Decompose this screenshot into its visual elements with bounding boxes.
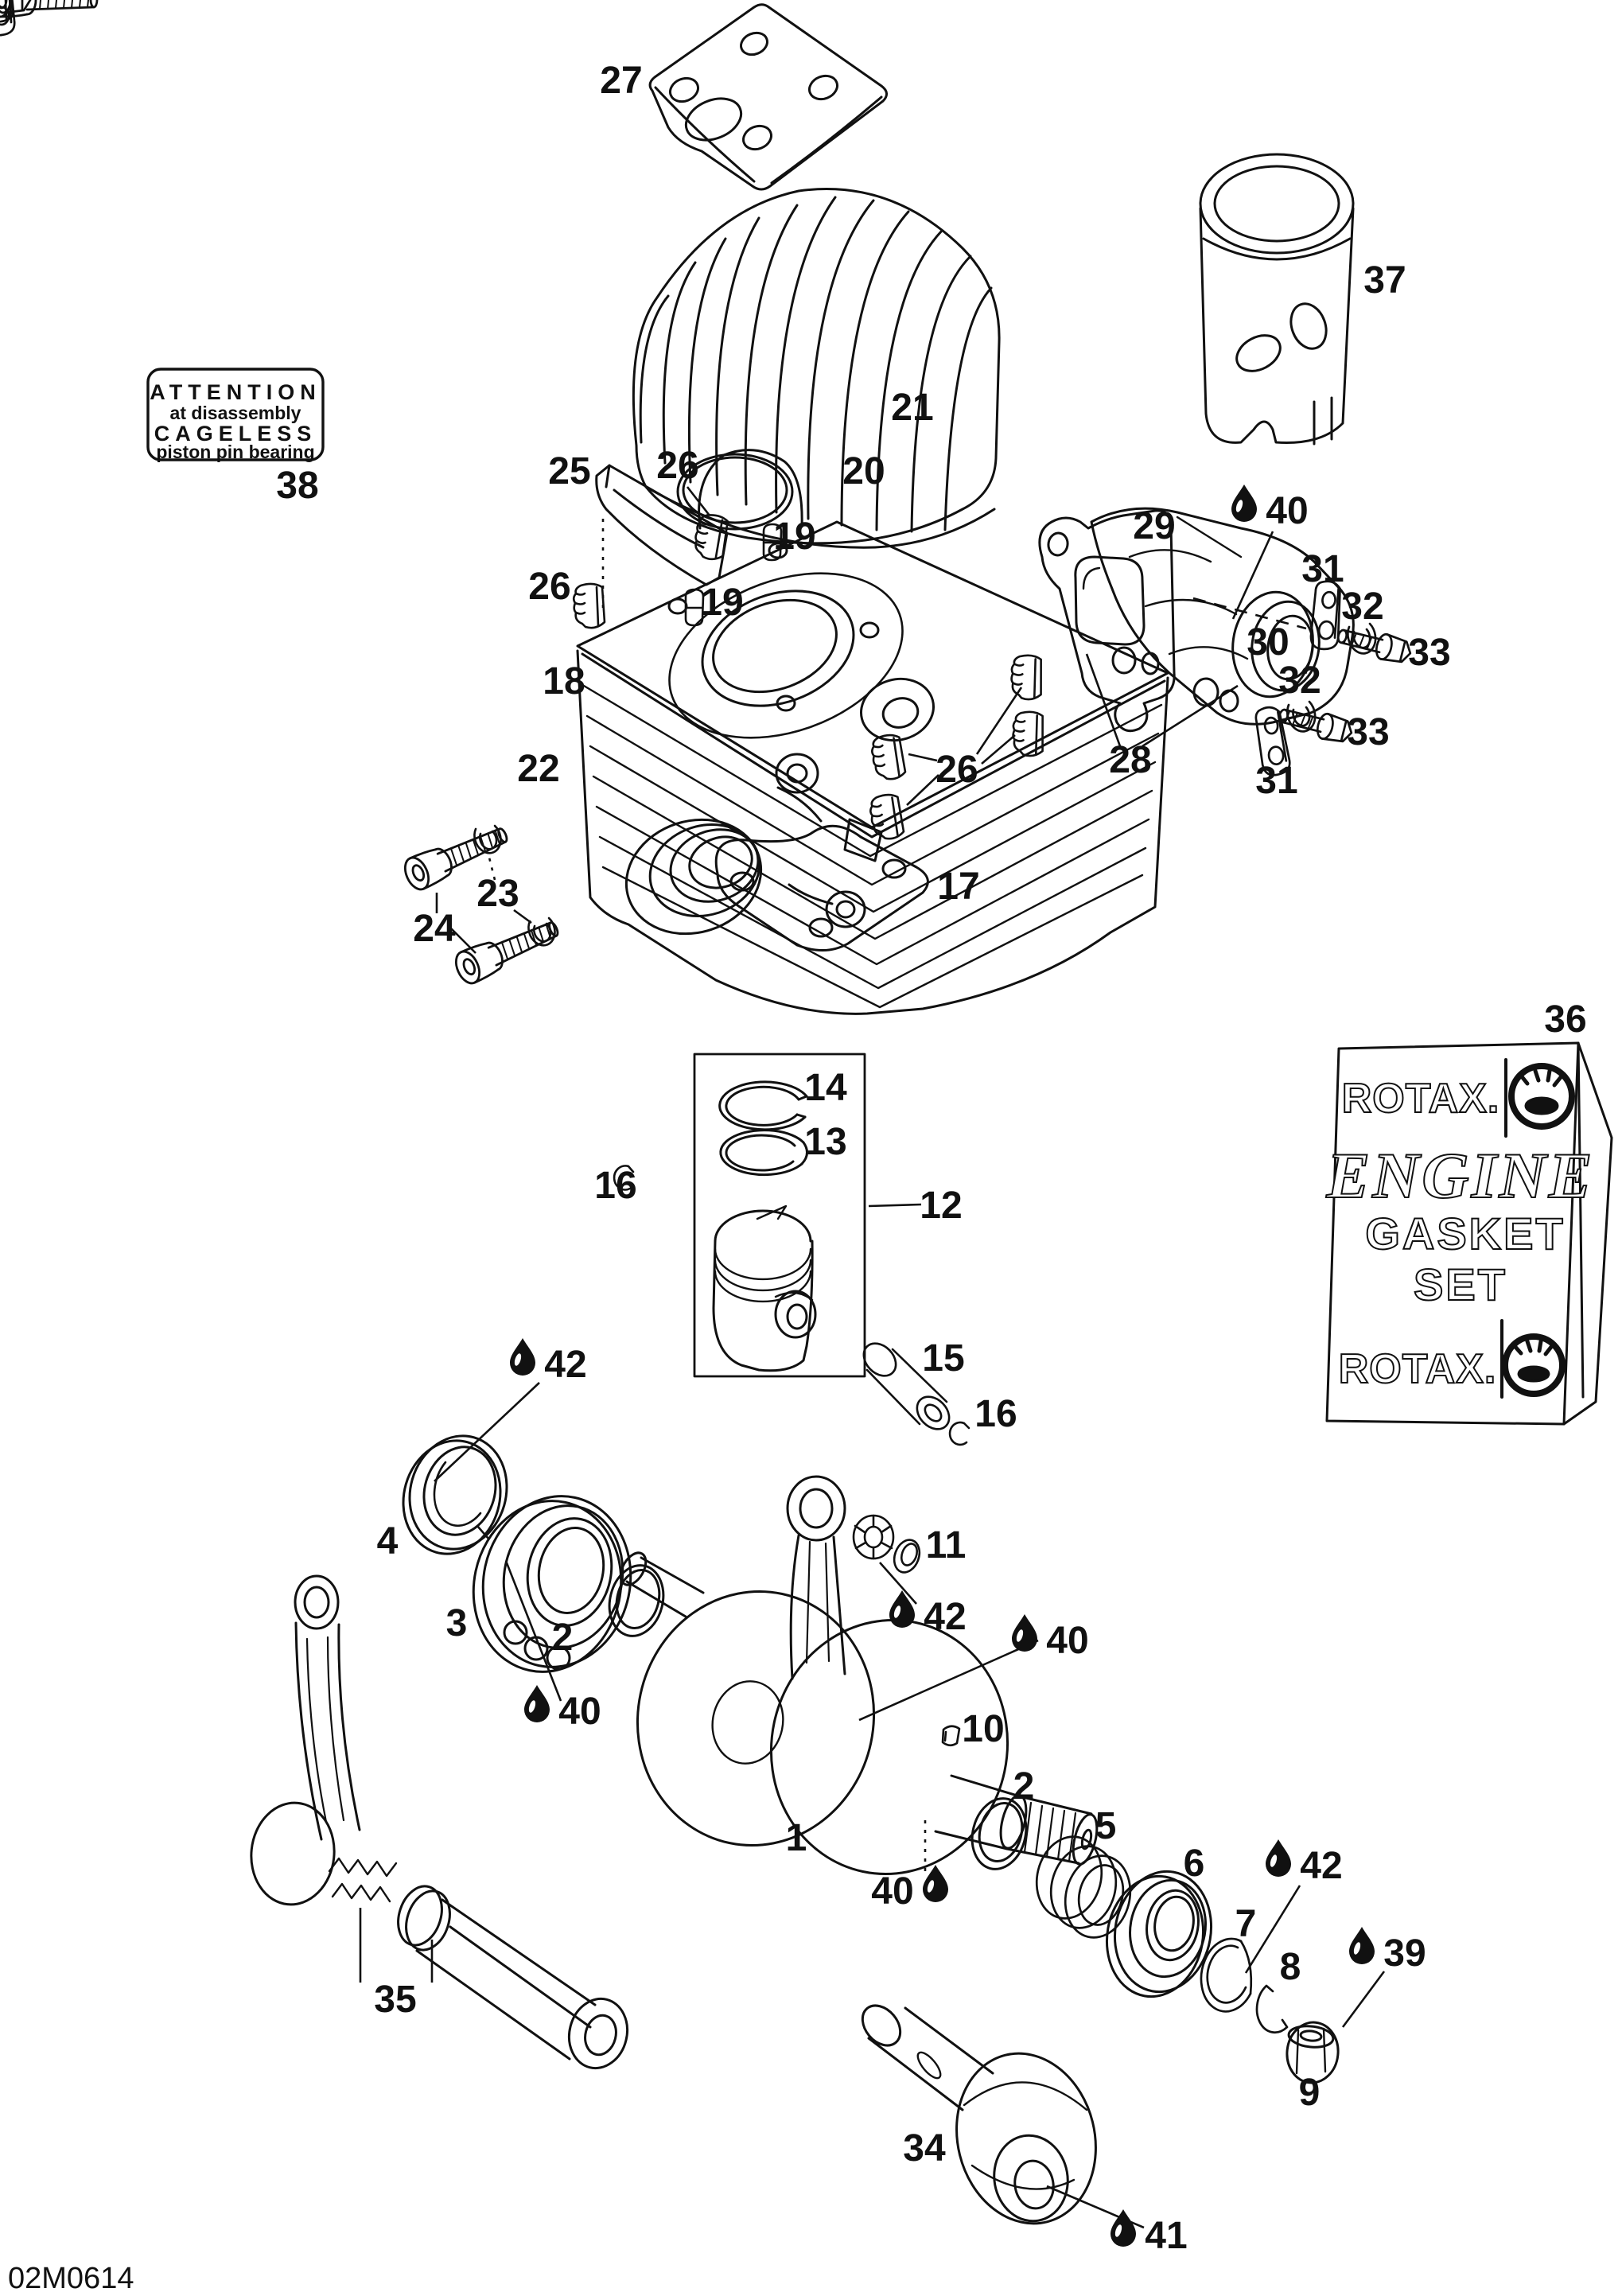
attention-line3: CAGELESS	[154, 422, 317, 446]
part-label-16-circlip: 16	[594, 1165, 637, 1207]
part-label-31-retainer-plate: 31	[1301, 548, 1344, 590]
part-label-34-balance-shaft: 34	[903, 2127, 946, 2170]
part-label-30-exhaust-flange: 30	[1247, 621, 1289, 664]
part-label-26-rubber-damper: 26	[935, 749, 978, 791]
part-cylinder-head	[633, 189, 999, 548]
part-woodruff-key	[943, 1726, 959, 1745]
part-label-33-screw: 33	[1408, 632, 1451, 674]
part-label-3-ball-bearing: 3	[445, 1602, 468, 1644]
part-label-2-o-ring: 2	[551, 1617, 574, 1659]
part-circlip-shaft	[1257, 1986, 1287, 2033]
part-label-39-lubricant: 39	[1383, 1932, 1426, 1975]
attention-line4: piston pin bearing	[156, 442, 315, 462]
part-label-13-piston-ring-lower: 13	[804, 1121, 847, 1163]
part-label-41-lubricant: 41	[1145, 2215, 1188, 2257]
part-balance-shaft	[855, 1998, 1114, 2239]
part-label-42-lubricant: 42	[924, 1596, 967, 1638]
part-cylinder-sleeve	[1200, 154, 1353, 444]
part-label-40-lubricant: 40	[1266, 490, 1309, 532]
gasket-set-subtitle1: GASKET	[1365, 1208, 1566, 1259]
part-label-14-piston-ring-upper: 14	[804, 1067, 847, 1109]
part-label-27-cylinder-head-cover-gasket: 27	[600, 60, 643, 102]
oil-drop-icon	[510, 1338, 535, 1376]
part-label-32-washer: 32	[1278, 660, 1321, 702]
part-label-24-screw: 24	[413, 908, 456, 950]
part-label-2-o-ring: 2	[1013, 1765, 1035, 1808]
part-counterbalance	[247, 1576, 635, 2074]
part-label-36-gasket-set: 36	[1544, 998, 1587, 1041]
part-cylinder-head-cover-gasket	[650, 5, 886, 189]
part-label-19-stud: 19	[701, 582, 744, 624]
attention-line2: at disassembly	[169, 403, 301, 423]
brp-logo-icon	[1511, 1066, 1572, 1127]
part-label-1-crankshaft: 1	[785, 1817, 807, 1859]
part-label-40-lubricant: 40	[1046, 1620, 1089, 1662]
oil-drop-icon	[524, 1685, 550, 1722]
brp-logo-icon	[1505, 1337, 1562, 1394]
attention-line1: ATTENTION	[150, 380, 321, 404]
part-label-19-stud: 19	[773, 516, 816, 558]
part-oil-seal	[390, 1424, 519, 1565]
part-label-4-oil-seal: 4	[376, 1520, 399, 1562]
part-rubber-dampers	[0, 0, 1045, 840]
drawing-code: 02M0614	[8, 2262, 134, 2295]
oil-drop-icon	[1266, 1839, 1291, 1877]
part-intake-socket	[612, 754, 881, 951]
part-label-37-cylinder-sleeve: 37	[1363, 259, 1406, 302]
part-label-6-ball-bearing: 6	[1183, 1843, 1205, 1885]
part-needle-cage	[854, 1516, 924, 1576]
part-label-31-retainer-plate: 31	[1255, 760, 1298, 802]
part-label-42-lubricant: 42	[544, 1344, 587, 1386]
attention-note	[150, 380, 321, 462]
part-label-10-woodruff-key: 10	[962, 1708, 1005, 1750]
part-label-26-rubber-damper: 26	[656, 445, 699, 487]
part-label-38-attention-note: 38	[276, 465, 319, 507]
part-label-8-circlip: 8	[1279, 1946, 1301, 1988]
gasket-set-brand-bottom: ROTAX.	[1338, 1346, 1497, 1392]
part-circlips-pin	[614, 1166, 969, 1445]
part-label-35-counterbalance: 35	[374, 1979, 417, 2021]
part-label-7-seal-ring: 7	[1235, 1903, 1257, 1945]
part-label-25-rubber-strip: 25	[548, 450, 591, 492]
part-label-9-nut: 9	[1298, 2072, 1321, 2114]
part-label-18-cylinder: 18	[543, 660, 585, 702]
part-cylinder-base-gasket	[716, 826, 928, 950]
part-label-22-intake-socket: 22	[517, 748, 560, 790]
part-label-40-lubricant: 40	[871, 1870, 914, 1913]
gasket-set-brand-top: ROTAX.	[1341, 1076, 1500, 1122]
part-label-15-piston-pin: 15	[922, 1337, 965, 1380]
part-label-11-needle-cage: 11	[925, 1524, 967, 1566]
part-label-17-cylinder-base-gasket: 17	[937, 866, 980, 908]
part-label-16-circlip: 16	[974, 1393, 1017, 1435]
part-label-33-screw: 33	[1347, 711, 1390, 753]
part-cylinder	[578, 522, 1168, 1014]
part-label-40-lubricant: 40	[558, 1691, 601, 1733]
part-spring-washers	[1029, 1830, 1139, 1944]
oil-drop-icon	[923, 1865, 948, 1902]
part-label-12-piston-assembly: 12	[920, 1185, 963, 1227]
part-label-29-exhaust-manifold: 29	[1133, 505, 1176, 547]
part-crankshaft	[614, 1477, 1101, 1896]
gasket-set-title: ENGINE	[1326, 1139, 1595, 1212]
oil-drop-icon	[1012, 1614, 1037, 1652]
part-label-32-washer: 32	[1341, 586, 1384, 628]
part-label-20-o-ring: 20	[842, 450, 885, 492]
oil-drop-icon	[1231, 484, 1257, 522]
part-label-42-lubricant: 42	[1300, 1845, 1343, 1887]
oil-drop-icon	[1349, 1927, 1375, 1964]
part-label-23-lock-washer: 23	[476, 873, 519, 915]
part-label-5-spring-washer: 5	[1095, 1805, 1117, 1847]
part-label-26-rubber-damper: 26	[528, 566, 571, 608]
oil-drop-icon	[889, 1590, 915, 1628]
part-label-21-cylinder-head: 21	[891, 387, 934, 429]
gasket-set-subtitle2: SET	[1414, 1259, 1507, 1309]
part-label-28-exhaust-gasket: 28	[1109, 739, 1152, 781]
